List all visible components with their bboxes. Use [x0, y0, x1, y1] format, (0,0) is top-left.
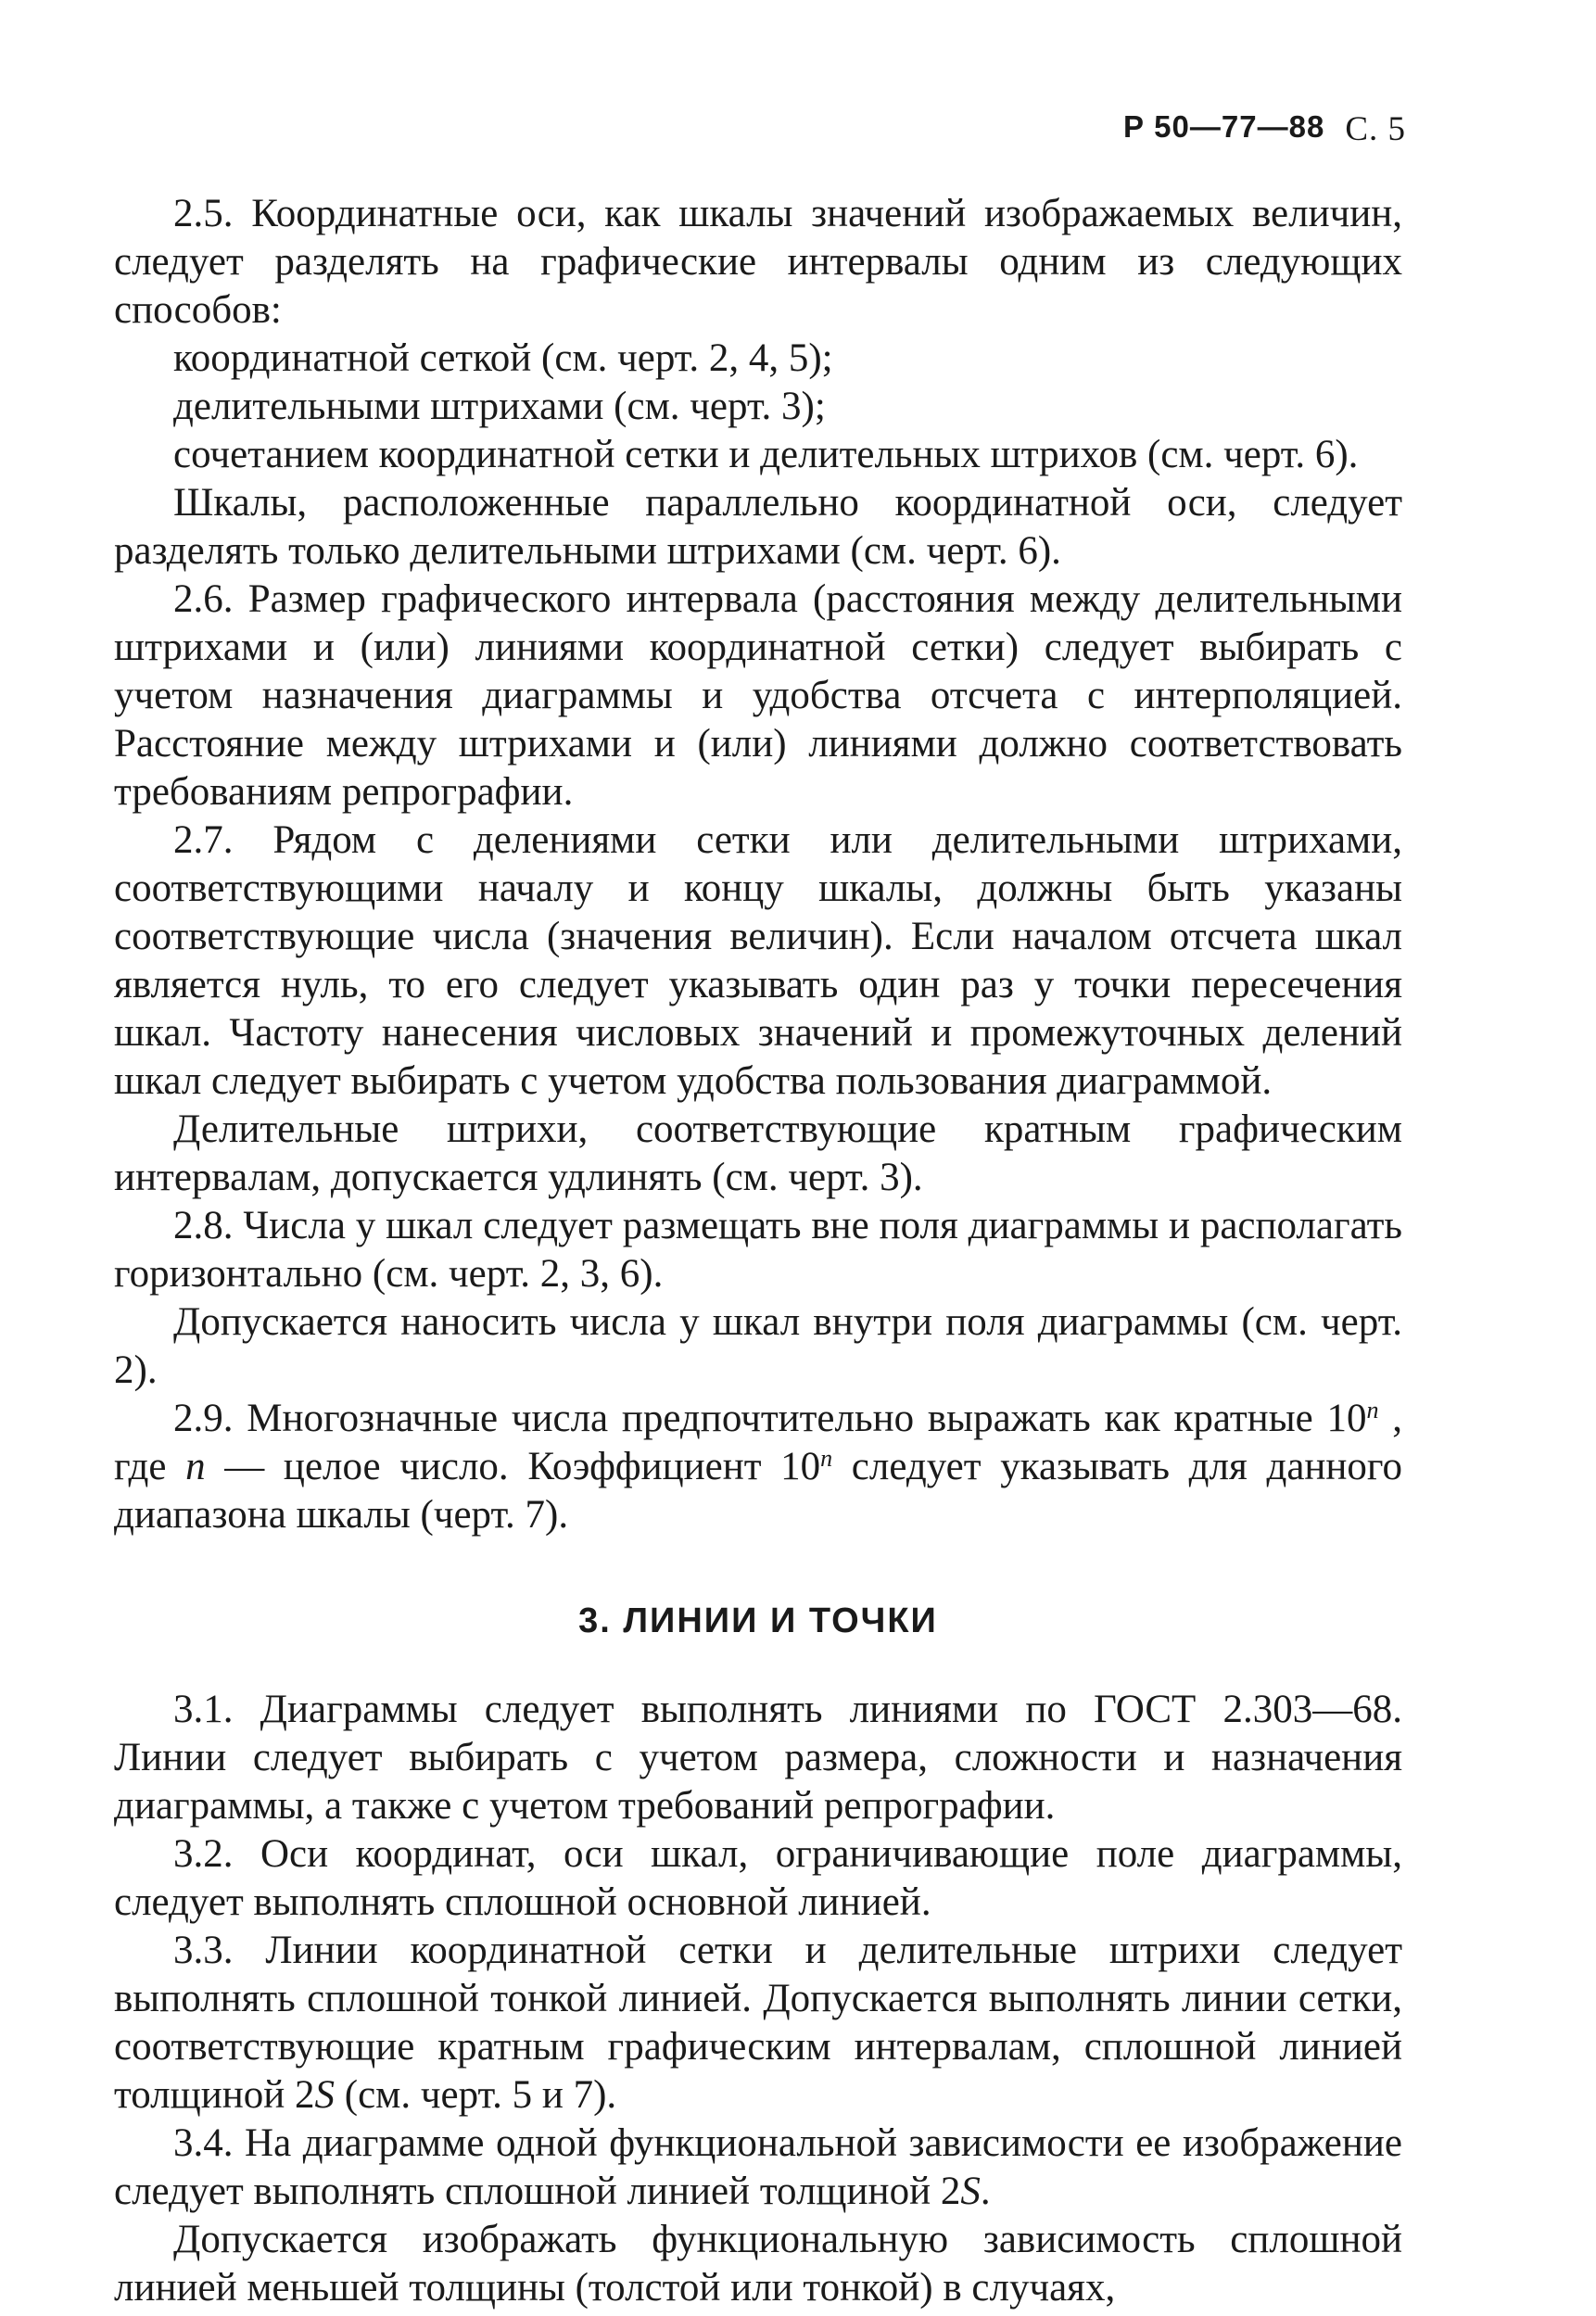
document-body	[114, 190, 1402, 2312]
list-item: делительными штрихами (см. черт. 3);	[173, 385, 826, 428]
variable-s: S	[314, 2073, 336, 2117]
paragraph-2-7-strokes: Делительные штрихи, соответствующие кратным графическим интервалам, допускается удлинять (см. черт. 3).	[114, 1107, 1402, 1199]
paragraph-3-4	[114, 2120, 1402, 2216]
paragraph-3-2: 3.2. Оси координат, оси шкал, ограничивающие поле диаграммы, следует выполнять сплошной основной линией.	[114, 1832, 1402, 1924]
text-run: — целое число. Коэффициент 10	[205, 1445, 821, 1488]
paragraph-2-9	[114, 1395, 1402, 1539]
paragraph-2-8: 2.8. Числа у шкал следует размещать вне поля диаграммы и располагать горизонтально (см. черт. 2, 3, 6).	[114, 1204, 1402, 1296]
list-item: координатной сеткой (см. черт. 2, 4, 5);	[173, 336, 833, 380]
paragraph-3-3	[114, 1927, 1402, 2120]
text-run: 3.3. Линии координатной сетки и делительные штрихи следует выполнять сплошной тонкой линией. Допускается выполнять линии сетки, соответствующие кратным графическим интервалам, сплошной линией толщиной 2	[114, 1929, 1402, 2117]
text-run: .	[980, 2170, 991, 2213]
text-run: 2.9. Многозначные числа предпочтительно выражать как кратные 10	[173, 1397, 1367, 1440]
text-run: , где	[114, 1397, 1402, 1488]
page-header	[1123, 109, 1406, 149]
page-number: С. 5	[1345, 110, 1406, 148]
exponent: n	[820, 1445, 833, 1472]
paragraph-2-8-inside: Допускается наносить числа у шкал внутри поля диаграммы (см. черт. 2).	[114, 1300, 1402, 1392]
paragraph-2-5-scales: Шкалы, расположенные параллельно координатной оси, следует разделять только делительными штрихами (см. черт. 6).	[114, 481, 1402, 573]
exponent: n	[1366, 1397, 1379, 1424]
paragraph-2-5: 2.5. Координатные оси, как шкалы значений изображаемых величин, следует разделять на графические интервалы одним из следующих способов:	[114, 192, 1402, 332]
paragraph-2-7: 2.7. Рядом с делениями сетки или делительными штрихами, соответствующими началу и концу шкалы, должны быть указаны соответствующие числа (значения величин). Если началом отсчета шкал является нуль, то его следует указывать один раз у точки пересечения шкал. Частоту нанесения числовых значений и промежуточных делений шкал следует выбирать с учетом удобства пользования диаграммой.	[114, 818, 1402, 1103]
paragraph-3-1: 3.1. Диаграммы следует выполнять линиями по ГОСТ 2.303—68. Линии следует выбирать с учетом размера, сложности и назначения диаграммы, а также с учетом требований репрографии.	[114, 1688, 1402, 1828]
document-code: Р 50—77—88	[1123, 109, 1325, 144]
list-item: сочетанием координатной сетки и делительных штрихов (см. черт. 6).	[173, 433, 1359, 476]
text-run: (см. черт. 5 и 7).	[335, 2073, 617, 2117]
paragraph-2-6: 2.6. Размер графического интервала (расстояния между делительными штрихами и (или) линиями координатной сетки) следует выбирать с учетом назначения диаграммы и удобства отсчета с интерполяцией. Расстояние между штрихами и (или) линиями должно соответствовать требованиям репрографии.	[114, 577, 1402, 814]
variable-s: S	[960, 2170, 981, 2213]
section-heading: 3. ЛИНИИ И ТОЧКИ	[578, 1601, 938, 1640]
paragraph-3-4-allowed: Допускается изображать функциональную зависимость сплошной линией меньшей толщины (толстой или тонкой) в случаях,	[114, 2218, 1402, 2310]
text-run: 3.4. На диаграмме одной функциональной зависимости ее изображение следует выполнять сплошной линией толщиной 2	[114, 2121, 1402, 2213]
variable-n: n	[185, 1445, 206, 1488]
text-run: следует указывать для данного диапазона шкалы (черт. 7).	[114, 1445, 1402, 1537]
